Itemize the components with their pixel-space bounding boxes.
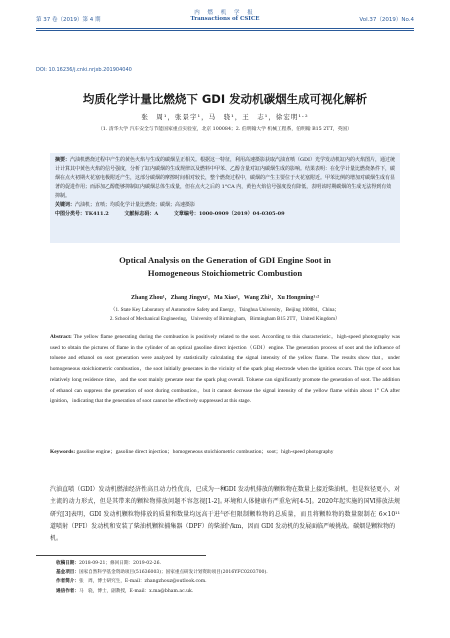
header-journal-cn: 内 燃 机 学 报 <box>194 10 256 16</box>
footnote-author-label: 作者简介： <box>56 579 79 585</box>
footnote-corr-text: 马 骁，博士，副教授，E-mail：x.ma@bham.ac.uk. <box>78 588 194 594</box>
header-volume-en: Vol.37（2019）No.4 <box>359 17 414 23</box>
english-abstract-text: The yellow flame generating during the combustion is positively related to the soot. According to this characteristic，high-speed photography was used to obtain the pictures of flame in the cylinder of an optical gasoline direct injection（GDI）engine. The generation process of soot and the influence of toluene and ethanol on soot generation were analyzed by statistically calculating the signal intensity of the yellow flame. The results show that，under homogeneous stoichiometric combustion，the soot initially generates in the vicinity of the spark plug electrode when the ignition occurs. This type of soot has relatively long residence time，and the soot mainly generate near the spark plug overall. Toluene can significantly promote the generation of soot. The addition of ethanol can suppress the generation of soot during combustion，but it cannot decrease the signal intensity of the yellow flame within about 1° CA after ignition，indicating that the generation of soot cannot be effectively suppressed at this stage. <box>50 334 400 405</box>
footnote-received-text: 2018-09-21；修回日期：2019-02-26. <box>78 561 161 566</box>
english-title <box>36 254 414 280</box>
english-authors: Zhang Zhou¹，Zhang Jingyu¹，Ma Xiao¹，Wang Zhi¹，Xu Hongming¹·² <box>130 295 319 301</box>
english-affiliation <box>50 306 400 324</box>
chinese-abstract-box <box>50 153 400 243</box>
running-header <box>36 6 414 28</box>
classification-line <box>55 210 395 219</box>
english-affiliation-2: 2. School of Mechanical Engineering，University of Birmingham，Birmingham B15 2TT，United Kingdom） <box>109 316 341 322</box>
english-title-line-1: Optical Analysis on the Generation of GDI Engine Soot in <box>119 255 331 265</box>
chinese-affiliation: （1. 清华大学 汽车安全与节能国家重点实验室，北京 100084；2. 伯明翰大学 机械工程系，伯明翰 B15 2TT，英国） <box>98 127 352 132</box>
chinese-abstract-label: 摘要： <box>55 157 71 163</box>
english-keywords <box>50 447 400 458</box>
english-title-line-2: Homogeneous Stoichiometric Combustion <box>147 268 303 278</box>
footnote-received-label: 收稿日期： <box>56 561 79 566</box>
chinese-authors: 张 周¹，张景宇¹，马 骁¹，王 志¹，徐宏明¹·² <box>141 113 309 121</box>
footnote-received <box>56 559 414 568</box>
footnote-corr-label: 通信作者： <box>56 588 79 594</box>
document-code: 文献标志码：A <box>124 211 159 217</box>
chinese-title: 均质化学计量比燃烧下 GDI 发动机碳烟生成可视化解析 <box>82 92 368 106</box>
english-keywords-text: gasoline engine；gasoline direct injection；homogeneous stoichiometric combustion；soot；high-speed photography <box>76 449 334 455</box>
footnote-fund <box>56 568 414 577</box>
english-affiliation-1: （1. State Key Laboratory of Automotive Safety and Energy，Tsinghua University，Beijing 100084，China； <box>110 307 340 313</box>
english-abstract <box>50 332 400 407</box>
footnote-corresponding <box>56 587 414 596</box>
body-column-left: 汽油直喷（GDI）发动机燃油经济性高且动力性优良，已成为一种主流的动力形式，但是其带来的颗粒物排放问题不容忽视[1-2]。研究[3]表明，GDI 发动机颗粒物排放的质量和数量均远高于进气道喷射（PFI）发动机和安装了柴油机颗粒捕集器（DPF）的柴油机。 <box>50 486 226 543</box>
footnote-fund-text: 国家自然科学基金资助项目(51636003)；国家重点研发计划资助项目(2016YFC0203700). <box>78 570 268 576</box>
english-keywords-label: Keywords: <box>50 449 76 455</box>
header-journal-en: Transactions of CSICE <box>190 16 260 22</box>
doi[interactable]: DOI: 10.16236/j.cnki.nrjxb.201904040 <box>36 67 132 73</box>
footnote-fund-label: 基金项目： <box>56 570 79 576</box>
header-volume-cn: 第 37 卷（2019）第 4 期 <box>36 17 101 23</box>
article-number: 文章编号：1000-0909（2019）04-0305-09 <box>173 211 285 217</box>
chinese-keywords <box>55 201 395 210</box>
footnote-author <box>56 577 414 586</box>
chinese-abstract-text: 汽油机燃烧过程中产生的黄色火焰与生成的碳烟呈正相关。根据这一特征，利用高速摄影获取汽油直喷（GDI）光学发动机缸内的火焰图片，通过统计计算其中黄色火焰的信号强度，分析了缸内碳烟的生成规律以及燃料中甲苯、乙醇含量对缸内碳烟生成的影响。结果表明：在化学计量比燃烧条件下，碳烟在点火初期火花塞电极附近产生，这部分碳烟的摩擦时间相对较长，整个燃烧过程中，碳烟的产生主要位于火花塞附近。甲苯比例的增加对碳烟生成有显著的促进作用；而添加乙醇能够抑制缸内碳烟总体生成量，但在点火之后的 1°CA 内，黄色火焰信号强度没有降低，表明该时期碳烟的生成无法得到有效抑制。 <box>55 157 396 199</box>
body-column-right: GDI 发动机排放的颗粒物在数量上接近柴油机，但是粒径更小，对环境和人体健康有严重危害[4-5]。2020年起实施的国Ⅵ排放法规不但限制颗粒物的总质量，而且将颗粒物的数量限制在 6×10¹¹ 个/km，因而 GDI 发动机的发展面临严峻挑战。碳烟是颗粒物的 <box>224 486 400 530</box>
english-abstract-label: Abstract: <box>50 334 72 340</box>
chinese-keywords-label: 关键词： <box>55 202 76 208</box>
clc-number: 中图分类号：TK411.2 <box>55 211 109 217</box>
chinese-abstract <box>55 156 395 201</box>
footnote-rule <box>36 555 206 556</box>
footnotes <box>56 559 414 596</box>
header-journal-name <box>36 8 414 22</box>
footnote-author-text: 张 周，博士研究生，E-mail：zhangzhouz@outlook.com. <box>78 579 207 585</box>
chinese-keywords-text: 汽油机；直喷；均质化学计量比燃烧；碳烟；高速摄影 <box>75 202 196 208</box>
header-rule-thin <box>36 30 414 31</box>
